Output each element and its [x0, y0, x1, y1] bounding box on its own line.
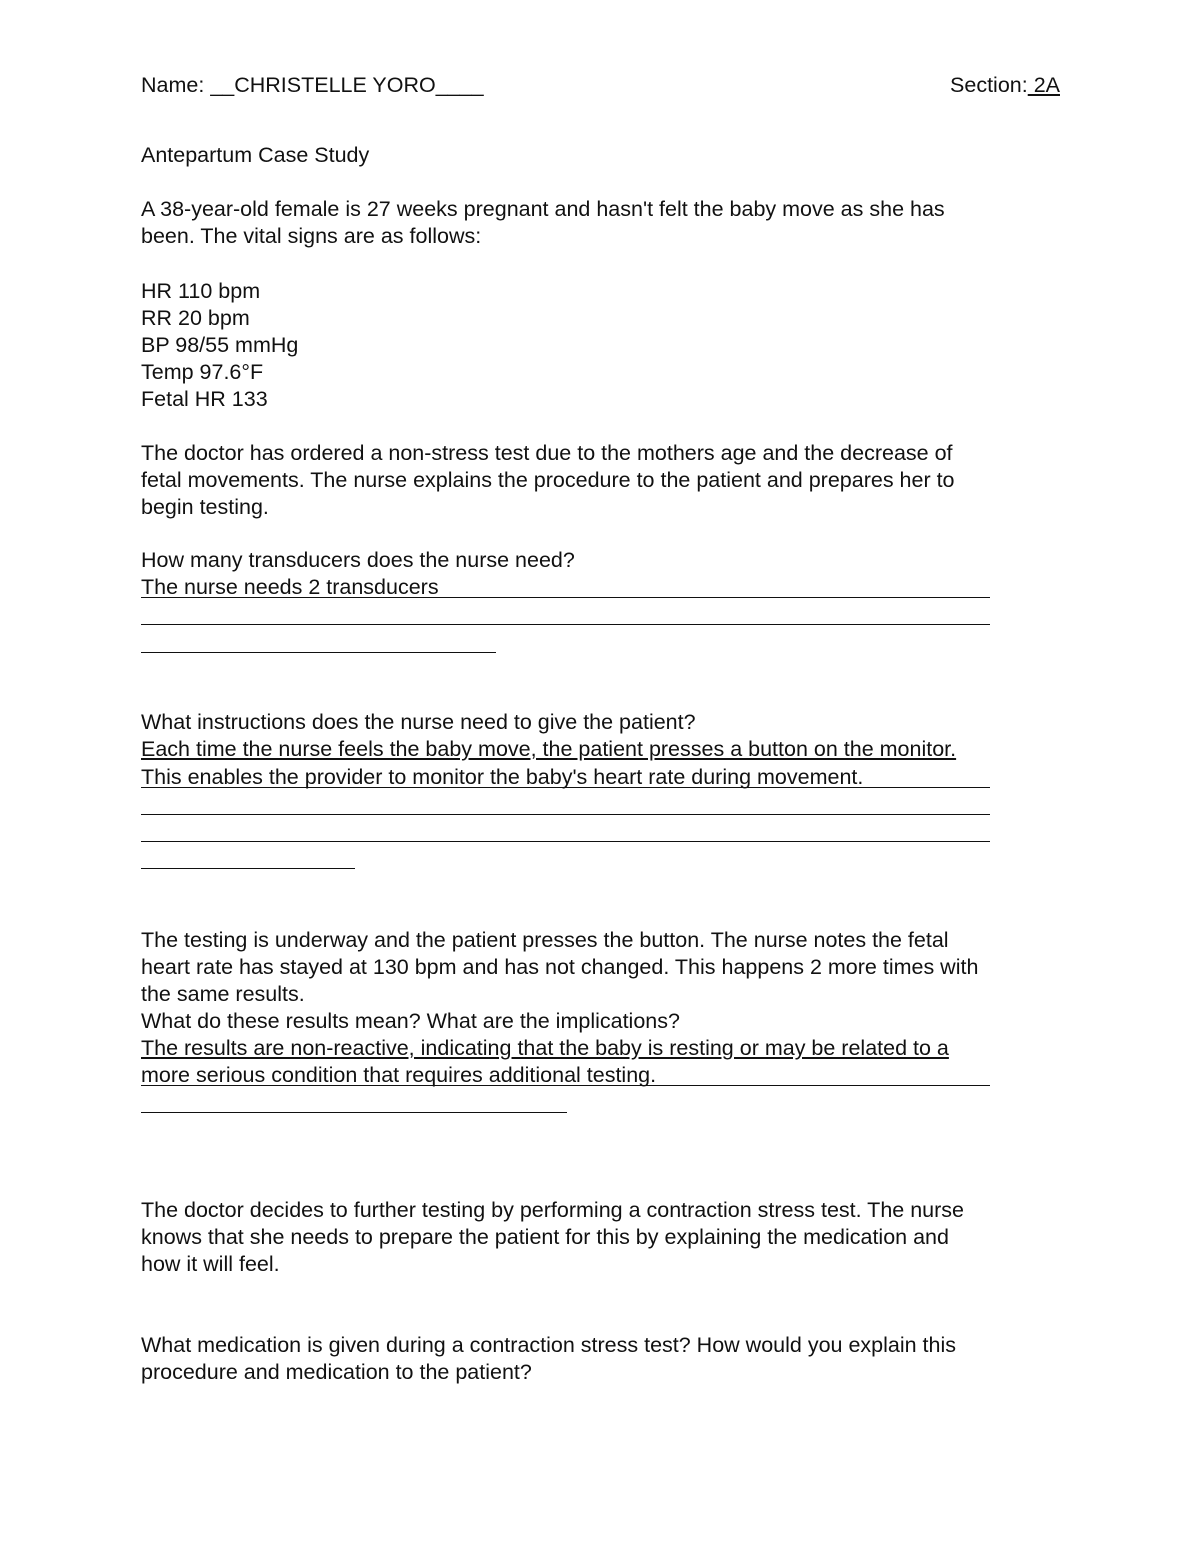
order-line-2: fetal movements. The nurse explains the procedure to the patient and prepares her to [141, 468, 955, 492]
vital-fetal-hr: Fetal HR 133 [141, 387, 268, 411]
answer-2-blank-line [141, 841, 990, 842]
cst-line-2: knows that she needs to prepare the patient for this by explaining the medication and [141, 1225, 949, 1249]
vital-bp: BP 98/55 mmHg [141, 333, 299, 357]
question-4-line-2: procedure and medication to the patient? [141, 1360, 532, 1384]
intro-line-2: been. The vital signs are as follows: [141, 224, 482, 248]
vital-temp: Temp 97.6°F [141, 360, 264, 384]
section-value: 2A [1027, 73, 1060, 97]
name-line [141, 72, 484, 99]
answer-2-line-1: Each time the nurse feels the baby move, the patient presses a button on the monitor. [141, 737, 957, 761]
vital-hr: HR 110 bpm [141, 279, 261, 303]
testing-line-1: The testing is underway and the patient presses the button. The nurse notes the fetal [141, 928, 949, 952]
answer-1: The nurse needs 2 transducers [141, 575, 439, 599]
answer-2-line-2: This enables the provider to monitor the baby's heart rate during movement. [141, 765, 864, 789]
section-label: Section: [950, 73, 1028, 97]
answer-2-blank-line-short [141, 868, 355, 869]
answer-3-blank-line-short [141, 1112, 567, 1113]
section-line [950, 72, 1060, 99]
name-label: Name: [141, 73, 211, 97]
question-1: How many transducers does the nurse need? [141, 548, 575, 572]
cst-line-3: how it will feel. [141, 1252, 280, 1276]
order-line-1: The doctor has ordered a non-stress test due to the mothers age and the decrease of [141, 441, 953, 465]
question-3: What do these results mean? What are the implications? [141, 1009, 680, 1033]
answer-3-line-2: more serious condition that requires additional testing. [141, 1063, 657, 1087]
answer-2-blank-line [141, 814, 990, 815]
vital-rr: RR 20 bpm [141, 306, 250, 330]
intro-line-1: A 38-year-old female is 27 weeks pregnant and hasn't felt the baby move as she has [141, 197, 945, 221]
answer-1-blank-line [141, 624, 990, 625]
answer-2-underline [141, 787, 990, 788]
order-line-3: begin testing. [141, 495, 269, 519]
answer-1-blank-line-short [141, 652, 496, 653]
cst-line-1: The doctor decides to further testing by performing a contraction stress test. The nurse [141, 1198, 964, 1222]
question-4-line-1: What medication is given during a contraction stress test? How would you explain this [141, 1333, 957, 1357]
answer-1-underline [141, 597, 990, 598]
answer-3-underline [141, 1085, 990, 1086]
question-2: What instructions does the nurse need to give the patient? [141, 710, 696, 734]
answer-3-line-1: The results are non-reactive, indicating that the baby is resting or may be related to a [141, 1036, 949, 1060]
student-name: __CHRISTELLE YORO____ [210, 73, 484, 97]
testing-line-2: heart rate has stayed at 130 bpm and has not changed. This happens 2 more times with [141, 955, 979, 979]
document-title: Antepartum Case Study [141, 143, 370, 167]
testing-line-3: the same results. [141, 982, 305, 1006]
